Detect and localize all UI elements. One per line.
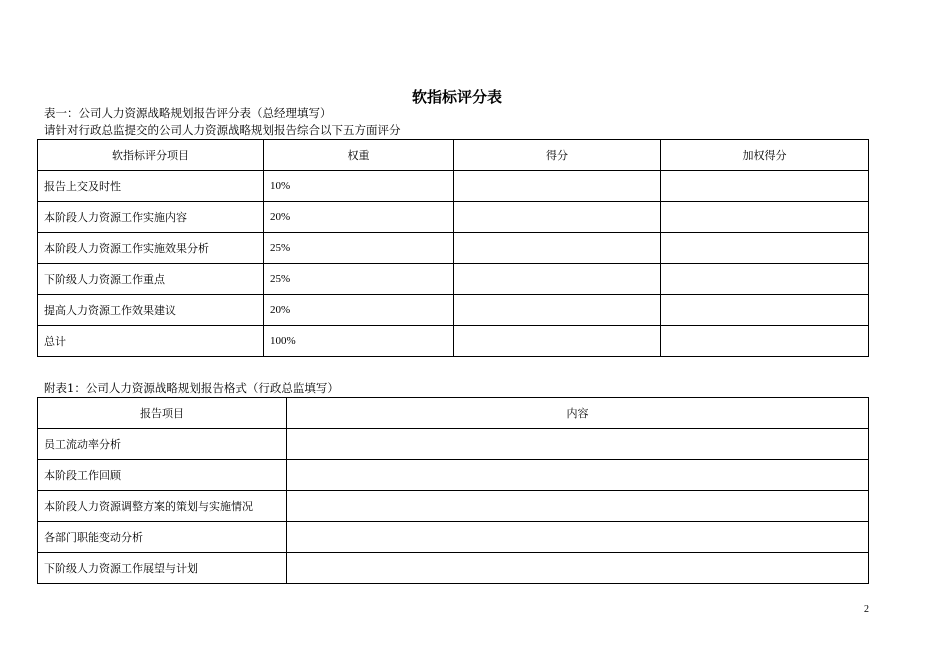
weighted-score-cell[interactable] — [661, 264, 869, 295]
weight-cell: 10% — [264, 171, 454, 202]
weight-cell: 100% — [264, 326, 454, 357]
item-cell: 本阶段人力资源工作实施内容 — [38, 202, 264, 233]
weight-cell: 20% — [264, 202, 454, 233]
weighted-score-cell[interactable] — [661, 202, 869, 233]
content-cell[interactable] — [287, 429, 869, 460]
report-item-cell: 员工流动率分析 — [38, 429, 287, 460]
page-number: 2 — [864, 604, 869, 615]
content-cell[interactable] — [287, 522, 869, 553]
header-cell: 软指标评分项目 — [38, 140, 264, 171]
table-total-row — [38, 326, 869, 357]
table-row — [38, 460, 869, 491]
score-cell[interactable] — [454, 202, 661, 233]
table-row — [38, 491, 869, 522]
table-row — [38, 522, 869, 553]
report-item-cell: 本阶段人力资源调整方案的策划与实施情况 — [38, 491, 287, 522]
item-cell: 报告上交及时性 — [38, 171, 264, 202]
header-cell: 加权得分 — [661, 140, 869, 171]
item-cell: 下阶级人力资源工作重点 — [38, 264, 264, 295]
score-cell[interactable] — [454, 233, 661, 264]
page-title: 软指标评分表 — [411, 88, 502, 106]
score-cell[interactable] — [454, 264, 661, 295]
content-cell[interactable] — [287, 460, 869, 491]
score-cell[interactable] — [454, 171, 661, 202]
header-cell: 得分 — [454, 140, 661, 171]
content-cell[interactable] — [287, 553, 869, 584]
item-cell: 总计 — [38, 326, 264, 357]
report-format-table — [37, 397, 869, 584]
weighted-score-cell[interactable] — [661, 326, 869, 357]
score-cell[interactable] — [454, 326, 661, 357]
table-header-row — [38, 398, 869, 429]
report-item-cell: 各部门职能变动分析 — [38, 522, 287, 553]
score-cell[interactable] — [454, 295, 661, 326]
soft-indicator-score-table — [37, 139, 869, 357]
weight-cell: 25% — [264, 264, 454, 295]
table-row — [38, 171, 869, 202]
header-cell: 内容 — [287, 398, 869, 429]
weight-cell: 20% — [264, 295, 454, 326]
table-header-row — [38, 140, 869, 171]
table-row — [38, 202, 869, 233]
table-row — [38, 233, 869, 264]
table-row — [38, 264, 869, 295]
weighted-score-cell[interactable] — [661, 233, 869, 264]
appendix-caption: 附表1：公司人力资源战略规划报告格式（行政总监填写） — [44, 381, 339, 395]
report-item-cell: 本阶段工作回顾 — [38, 460, 287, 491]
table1-instruction: 请针对行政总监提交的公司人力资源战略规划报告综合以下五方面评分 — [44, 123, 401, 137]
weighted-score-cell[interactable] — [661, 295, 869, 326]
weight-cell: 25% — [264, 233, 454, 264]
header-cell: 报告项目 — [38, 398, 287, 429]
weighted-score-cell[interactable] — [661, 171, 869, 202]
table-row — [38, 295, 869, 326]
table1-caption: 表一：公司人力资源战略规划报告评分表（总经理填写） — [44, 106, 332, 120]
table-row — [38, 553, 869, 584]
table-row — [38, 429, 869, 460]
header-cell: 权重 — [264, 140, 454, 171]
item-cell: 本阶段人力资源工作实施效果分析 — [38, 233, 264, 264]
content-cell[interactable] — [287, 491, 869, 522]
report-item-cell: 下阶级人力资源工作展望与计划 — [38, 553, 287, 584]
item-cell: 提高人力资源工作效果建议 — [38, 295, 264, 326]
